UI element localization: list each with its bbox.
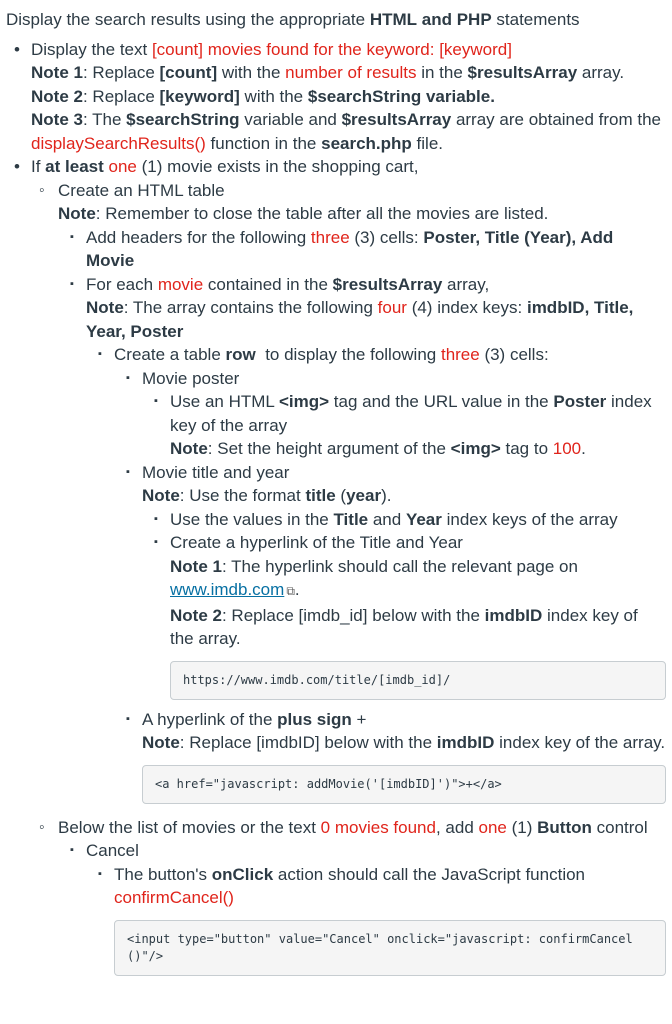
table-note: Note: Remember to close the table after all the movies are listed. bbox=[58, 204, 549, 223]
poster-note: Note: Set the height argument of the <img> tag to 100. bbox=[170, 439, 586, 458]
add-movie-code: <a href="javascript: addMovie('[imdbID]')">+</a> bbox=[142, 765, 666, 804]
list-item-if-movie-exists bbox=[31, 155, 666, 976]
list-item-onclick: ▪ The button's onClick action should call the JavaScript function confirmCancel() <input type="button" value="Cancel" onclick="javascript: confirmCancel()"/> bbox=[114, 863, 666, 976]
intro-heading: Display the search results using the appropriate HTML and PHP statements bbox=[6, 10, 580, 29]
title-note: Note: Use the format title (year). bbox=[142, 486, 392, 505]
list-item-foreach: ▪ For each movie contained in the $resultsArray array, Note: The array contains the following four (4) index keys: imdbID, Title, Year, Poster ▪ Create a table row to display the following three (3) cells: ▪ Movie poster ▪ Use an HTML <img> tag and the URL value in the Poster index key of the array Note: Set the height argument of the <img> tag to 100. ▪ Movie title and year Note: Use the format title (year). ▪ Use the values in the Title and Year index keys of the array ▪ Create a hyperlink of the Title and Year Note 1: The hyperlink should call the relevant page on www.imdb.com ⧉. Note 2: Replace [imdb_id] below with the imdbID index key of the array. https://www.imdb.com/title/[imdb_id]/ ▪ A hyperlink of the plus sign + Note: Replace [imdbID] below with the imdbID index key of the array. <a href="javascript: addMovie('[imdbID]')">+</a> bbox=[86, 273, 666, 804]
list-item-table-row: ▪ Create a table row to display the following three (3) cells: ▪ Movie poster ▪ Use an HTML <img> tag and the URL value in the Poster index key of the array Note: Set the height argument of the <img> tag to 100. ▪ Movie title and year Note: Use the format title (year). ▪ Use the values in the Title and Year index keys of the array ▪ Create a hyperlink of the Title and Year Note 1: The hyperlink should call the relevant page on www.imdb.com ⧉. Note 2: Replace [imdb_id] below with the imdbID index key of the array. https://www.imdb.com/title/[imdb_id]/ ▪ A hyperlink of the plus sign + Note: Replace [imdbID] below with the imdbID index key of the array. <a href="javascript: addMovie('[imdbID]')">+</a> bbox=[114, 343, 666, 804]
list-item-movie-poster: ▪ Movie poster ▪ Use an HTML <img> tag and the URL value in the Poster index key of the array Note: Set the height argument of the <img> tag to 100. bbox=[142, 367, 666, 461]
list-item-cancel: ▪ Cancel ▪ The button's onClick action should call the JavaScript function confirmCancel() <input type="button" value="Cancel" onclick="javascript: confirmCancel()"/> bbox=[86, 839, 666, 976]
table-steps bbox=[58, 226, 666, 804]
hyperlink-note-1: Note 1: The hyperlink should call the relevant page on www.imdb.com ⧉. bbox=[170, 556, 578, 599]
list-item-create-hyperlink: ▪ Create a hyperlink of the Title and Year Note 1: The hyperlink should call the relevant page on www.imdb.com ⧉. Note 2: Replace [imdb_id] below with the imdbID index key of the array. https://www.imdb.com/title/[imdb_id]/ bbox=[170, 531, 666, 700]
list-item-headers: ▪ Add headers for the following three (3) cells: Poster, Title (Year), Add Movie bbox=[86, 226, 666, 273]
top-list bbox=[6, 38, 666, 976]
display-text-instruction: • Display the text [count] movies found for the keyword: [keyword] bbox=[31, 39, 512, 59]
note-3: Note 3: The $searchString variable and $resultsArray array are obtained from the displaySearchResults() function in the search.php file. bbox=[31, 110, 661, 153]
row-steps bbox=[86, 343, 666, 804]
list-item-use-values: ▪ Use the values in the Title and Year index keys of the array bbox=[170, 508, 666, 532]
note-1: Note 1: Replace [count] with the number of results in the $resultsArray array. bbox=[31, 63, 625, 82]
list-item-display-text bbox=[31, 38, 666, 156]
plus-note: Note: Replace [imdbID] below with the imdbID index key of the array. bbox=[142, 733, 666, 752]
note-2: Note 2: Replace [keyword] with the $searchString variable. bbox=[31, 86, 495, 106]
hyperlink-note-2: Note 2: Replace [imdb_id] below with the imdbID index key of the array. bbox=[170, 605, 638, 648]
list-item-below-movies: ◦ Below the list of movies or the text 0 movies found, add one (1) Button control ▪ Cancel ▪ The button's onClick action should call the JavaScript function confirmCancel() <input type="button" value="Cancel" onclick="javascript: confirmCancel()"/> bbox=[58, 816, 666, 976]
list-item-title-year: ▪ Movie title and year Note: Use the format title (year). ▪ Use the values in the Title and Year index keys of the array ▪ Create a hyperlink of the Title and Year Note 1: The hyperlink should call the relevant page on www.imdb.com ⧉. Note 2: Replace [imdb_id] below with the imdbID index key of the array. https://www.imdb.com/title/[imdb_id]/ bbox=[142, 461, 666, 700]
imdb-url-code: https://www.imdb.com/title/[imdb_id]/ bbox=[170, 661, 666, 700]
list-item-img-tag: ▪ Use an HTML <img> tag and the URL value in the Poster index key of the array Note: Set the height argument of the <img> tag to 100. bbox=[170, 390, 666, 461]
list-item-plus-sign: ▪ A hyperlink of the plus sign + Note: Replace [imdbID] below with the imdbID index key of the array. <a href="javascript: addMovie('[imdbID]')">+</a> bbox=[142, 708, 666, 804]
external-link-icon: ⧉ bbox=[286, 584, 295, 598]
sub-list bbox=[31, 179, 666, 976]
cell-list bbox=[114, 367, 666, 804]
foreach-note: Note: The array contains the following four (4) index keys: imdbID, Title, Year, Poster bbox=[86, 298, 634, 341]
imdb-link[interactable]: www.imdb.com bbox=[170, 580, 285, 599]
list-item-create-table: ◦ Create an HTML table Note: Remember to close the table after all the movies are listed. ▪ Add headers for the following three (3) cells: Poster, Title (Year), Add Movie ▪ For each movie contained in the $resultsArray array, Note: The array contains the following four (4) index keys: imdbID, Title, Year, Poster ▪ Create a table row to display the following three (3) cells: ▪ Movie poster ▪ Use an HTML <img> tag and the URL value in the Poster index key of the array Note: Set the height argument of the <img> tag to 100. ▪ Movie title and year Note: Use the format title (year). ▪ Use the values in the Title and Year index keys of the array ▪ Create a hyperlink of the Title and Year Note 1: The hyperlink should call the relevant page on www.imdb.com ⧉. Note 2: Replace [imdb_id] below with the imdbID index key of the array. https://www.imdb.com/title/[imdb_id]/ ▪ A hyperlink of the plus sign + Note: Replace [imdbID] below with the imdbID index key of the array. <a href="javascript: addMovie('[imdbID]')">+</a> bbox=[58, 179, 666, 804]
condition-text: • If at least one (1) movie exists in the shopping cart, bbox=[31, 157, 419, 176]
cancel-button-code: <input type="button" value="Cancel" onclick="javascript: confirmCancel()"/> bbox=[114, 920, 666, 976]
